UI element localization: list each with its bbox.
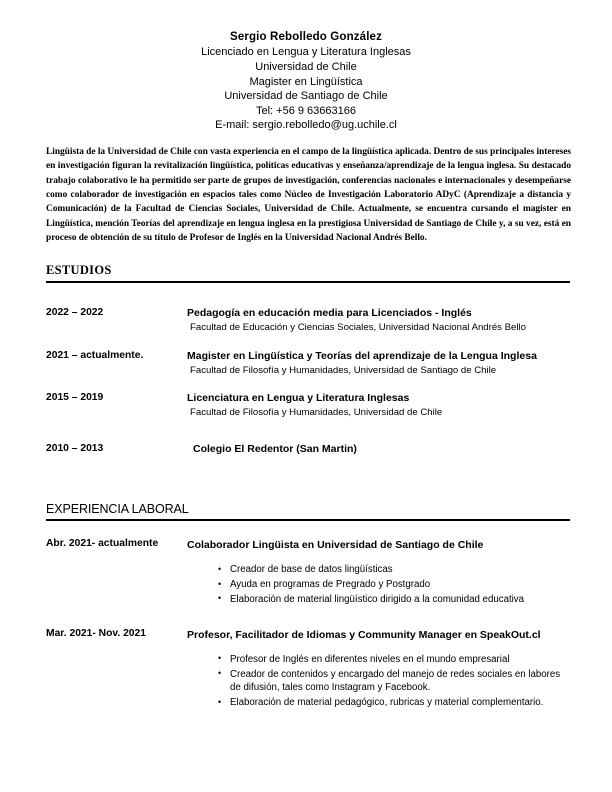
- header-line-phone: Tel: +56 9 63663166: [255, 104, 356, 117]
- education-entry: [46, 392, 570, 420]
- education-entry-title: Licenciatura en Lengua y Literatura Inglesas: [187, 392, 410, 405]
- education-entry: [46, 307, 570, 335]
- job-responsibility-list: [46, 563, 570, 606]
- job-responsibility-item: • Elaboración de material lingüístico dirigido a la comunidad educativa: [218, 593, 570, 607]
- education-entry-title: Pedagogía en educación media para Licenciados - Inglés: [187, 307, 472, 320]
- header-line-email: E-mail: sergio.rebolledo@ug.uchile.cl: [215, 119, 397, 132]
- job-entry-title: Colaborador Lingüista en Universidad de Santiago de Chile: [187, 539, 484, 552]
- job-entry-title: Profesor, Facilitador de Idiomas y Community Manager en SpeakOut.cl: [187, 628, 541, 641]
- job-entry-header: [46, 628, 570, 643]
- job-responsibility-item: • Elaboración de material pedagógico, rubricas y material complementario.: [218, 696, 570, 710]
- job-responsibility-item: • Profesor de Inglés en diferentes niveles en el mundo empresarial: [218, 653, 570, 667]
- job-entry-date: Mar. 2021- Nov. 2021: [46, 627, 146, 639]
- job-list: [46, 538, 570, 710]
- education-entry-title: Colegio El Redentor (San Martin): [193, 442, 357, 455]
- estudios-entry-list: [46, 307, 570, 456]
- header-line-degree: Licenciado en Lengua y Literatura Inglesas: [201, 46, 411, 59]
- education-entry-institution: Facultad de Filosofía y Humanidades, Universidad de Santiago de Chile: [190, 364, 497, 376]
- estudios-divider: [46, 281, 570, 283]
- job-entry: [46, 538, 570, 607]
- education-entry: [46, 350, 570, 378]
- education-entry-body: [187, 350, 570, 378]
- job-responsibility-item: • Ayuda en programas de Pregrado y Postgrado: [218, 578, 570, 592]
- education-entry: [46, 443, 570, 456]
- experiencia-laboral-section: [46, 502, 570, 710]
- education-entry-institution: Facultad de Educación y Ciencias Sociales, Universidad Nacional Andrés Bello: [190, 322, 526, 334]
- education-entry-date: 2010 – 2013: [46, 442, 104, 454]
- job-responsibility-list: [46, 653, 570, 710]
- header-line-university: Universidad de Chile: [255, 60, 357, 73]
- education-entry-date: 2021 – actualmente.: [46, 349, 144, 361]
- experiencia-divider: [46, 519, 570, 521]
- job-responsibility-item: • Creador de base de datos lingüísticas: [218, 563, 570, 577]
- education-entry-date: 2022 – 2022: [46, 307, 104, 319]
- job-responsibility-item: • Creador de contenidos y encargado del manejo de redes sociales en labores de difusión, tales como Instagram y Facebook.: [218, 668, 570, 696]
- contact-header: [0, 0, 612, 133]
- job-entry-header: [46, 538, 570, 553]
- job-entry-date: Abr. 2021- actualmente: [46, 538, 159, 550]
- education-entry-body: [187, 392, 570, 420]
- experiencia-heading: EXPERIENCIA LABORAL: [46, 502, 189, 517]
- estudios-heading: ESTUDIOS: [46, 263, 112, 278]
- header-line-masters: Magister en Lingüística: [249, 75, 363, 88]
- estudios-section: [46, 263, 570, 456]
- job-entry: [46, 628, 570, 710]
- profile-summary: Lingüista de la Universidad de Chile con vasta experiencia en el campo de la lingüística aplicada. Dentro de sus principales intereses en investigación figuran la revitalización lingüística, políticas educativas y enseñanza/aprendizaje de la lengua inglesa. Su destacado trabajo colaborativo le ha permitido ser parte de grupos de investigación, conferencias nacionales e internacionales y desempeñarse como colaborador de investigación en espacios tales como Núcleo de Investigación Laboratorio ADyC (Aprendizaje a distancia y Comunicación) de la Facultad de Ciencias Sociales, Universidad de Chile. Actualmente, se encuentra cursando el magister en Lingüística, mención Teorías del aprendizaje en lengua inglesa en la prestigiosa Universidad de Santiago de Chile y, a su vez, está en proceso de obtención de su título de Profesor de Inglés en la Universidad Nacional Andrés Bello.: [46, 147, 571, 243]
- education-entry-institution: Facultad de Filosofía y Humanidades, Universidad de Chile: [190, 407, 443, 419]
- education-entry-body: [187, 307, 570, 335]
- candidate-name: Sergio Rebolledo González: [230, 31, 382, 43]
- education-entry-title: Magister en Lingüística y Teorías del aprendizaje de la Lengua Inglesa: [187, 349, 537, 362]
- education-entry-body: [187, 443, 570, 456]
- header-line-masters-university: Universidad de Santiago de Chile: [224, 90, 388, 103]
- education-entry-date: 2015 – 2019: [46, 392, 104, 404]
